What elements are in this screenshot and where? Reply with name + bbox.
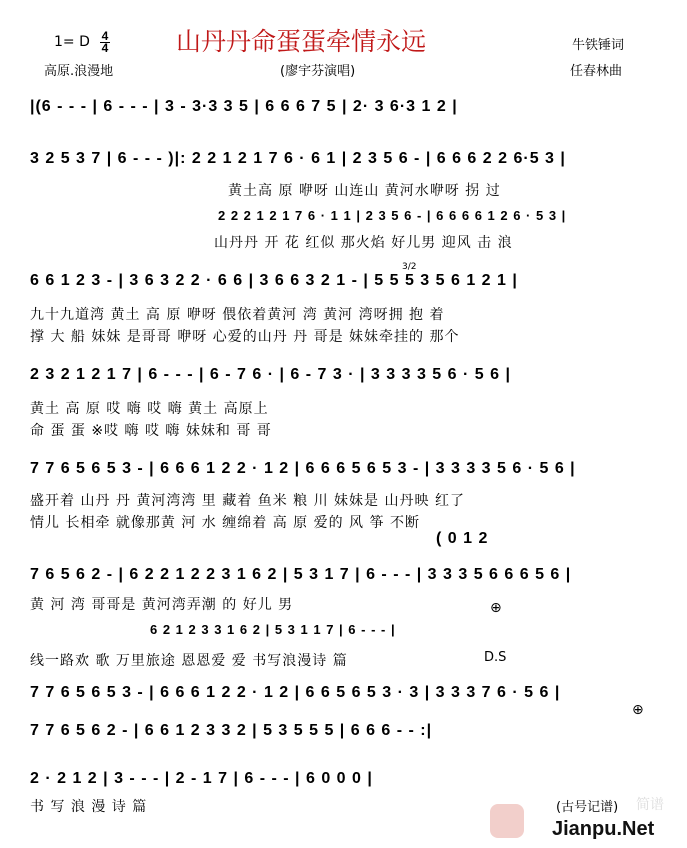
notation-row-6-alt: 6 2 1 2 3 3 1 6 2 | 5 3 1 1 7 | 6 - - - | <box>150 622 396 637</box>
time-signature <box>100 31 110 54</box>
style-note: 高原.浪漫地 <box>44 64 114 79</box>
lyric-row-2-verse-1: 黄土高 原 咿呀 山连山 黄河水咿呀 拐 过 <box>228 183 501 199</box>
coda-icon-end: ⊕ <box>632 702 644 718</box>
time-signature-bottom: 4 <box>101 41 109 55</box>
notation-row-2: 3 2 5 3 7 | 6 - - - )|: 2 2 1 2 1 7 6 · 6 1 | 2 3 5 6 - | 6 6 6 2 2 6·5 3 | <box>30 150 566 167</box>
lyric-row-4-verse-1: 黄土 高 原 哎 嗨 哎 嗨 黄土 高原上 <box>30 401 269 417</box>
dal-segno-mark: D.S <box>484 650 507 665</box>
time-signature-top: 4 <box>101 29 109 43</box>
site-logo-icon <box>490 804 524 838</box>
lyricist: 牛铁锤词 <box>572 38 625 53</box>
lyric-row-5-verse-2: 情儿 长相牵 就像那黄 河 水 缠绵着 高 原 爱的 风 筝 不断 <box>30 515 420 531</box>
notation-row-1: |(6 - - - | 6 - - - | 3 - 3·3 3 5 | 6 6 6 7 5 | 2· 3 6·3 1 2 | <box>30 98 458 115</box>
lyric-row-6-verse-2: 线一路欢 歌 万里旅途 恩恩爱 爱 书写浪漫诗 篇 <box>30 653 348 669</box>
pickup-note: ( 0 1 2 <box>436 530 489 547</box>
volta-mark: 3/2 <box>402 262 417 272</box>
watermark-faint-text: 简谱 <box>636 797 664 813</box>
coda-icon: ⊕ <box>490 600 502 616</box>
notation-row-7: 7 7 6 5 6 5 3 - | 6 6 6 1 2 2 · 1 2 | 6 6 5 6 5 3 · 3 | 3 3 3 7 6 · 5 6 | <box>30 684 561 701</box>
notation-row-9: 2 · 2 1 2 | 3 - - - | 2 - 1 7 | 6 - - - | 6 0 0 0 | <box>30 770 373 787</box>
notation-source-note: (古号记谱) <box>556 800 619 815</box>
lyric-row-6-verse-1: 黄 河 湾 哥哥是 黄河湾弄潮 的 好儿 男 <box>30 597 294 613</box>
lyric-row-2-verse-2: 山丹丹 开 花 红似 那火焰 好儿男 迎风 击 浪 <box>214 235 513 251</box>
lyric-row-5-verse-1: 盛开着 山丹 丹 黄河湾湾 里 藏着 鱼米 粮 川 妹妹是 山丹映 红了 <box>30 493 465 509</box>
notation-row-5: 7 7 6 5 6 5 3 - | 6 6 6 1 2 2 · 1 2 | 6 6 6 5 6 5 3 - | 3 3 3 3 5 6 · 5 6 | <box>30 460 576 477</box>
page-title: 山丹丹命蛋蛋牵情永远 <box>176 27 427 56</box>
performer: (廖宇芬演唱) <box>280 64 356 79</box>
watermark-text: Jianpu.Net <box>552 818 655 840</box>
notation-row-6: 7 6 5 6 2 - | 6 2 2 1 2 2 3 1 6 2 | 5 3 1 7 | 6 - - - | 3 3 3 5 6 6 6 5 6 | <box>30 566 572 583</box>
lyric-row-9: 书 写 浪 漫 诗 篇 <box>30 799 148 815</box>
lyric-row-3-verse-2: 撑 大 船 妹妹 是哥哥 咿呀 心爱的山丹 丹 哥是 妹妹牵挂的 那个 <box>30 329 460 345</box>
notation-row-4: 2 3 2 1 2 1 7 | 6 - - - | 6 - 7 6 · | 6 - 7 3 · | 3 3 3 3 5 6 · 5 6 | <box>30 366 511 383</box>
key-signature: 1= D <box>54 34 90 50</box>
lyric-row-4-verse-2: 命 蛋 蛋 ※哎 嗨 哎 嗨 妹妹和 哥 哥 <box>30 423 272 439</box>
composer: 任春林曲 <box>570 64 623 79</box>
notation-row-3: 6 6 1 2 3 - | 3 6 3 2 2 · 6 6 | 3 6 6 3 2 1 - | 5 5 5 3 5 6 1 2 1 | <box>30 272 518 289</box>
notation-row-2-alt: 2 2 2 1 2 1 7 6 · 1 1 | 2 3 5 6 - | 6 6 6 6 1 2 6 · 5 3 | <box>218 208 567 223</box>
lyric-row-3-verse-1: 九十九道湾 黄土 高 原 咿呀 偎依着黄河 湾 黄河 湾呀拥 抱 着 <box>30 307 445 323</box>
notation-row-8: 7 7 6 5 6 2 - | 6 6 1 2 3 3 2 | 5 3 5 5 5 | 6 6 6 - - :| <box>30 722 433 739</box>
